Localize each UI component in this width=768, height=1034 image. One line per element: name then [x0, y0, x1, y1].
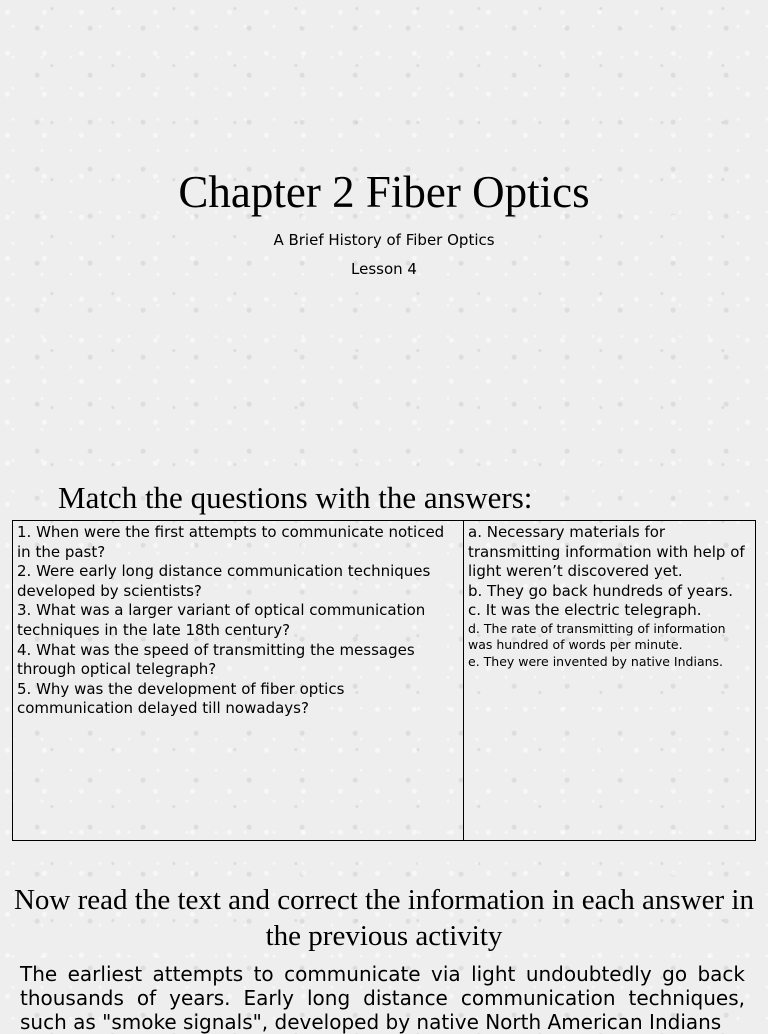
chapter-title: Chapter 2 Fiber Optics [178, 167, 590, 217]
reading-text: The earliest attempts to communicate via light undoubtedly go back thousands of years. Early long distance communication techniques, such as "smoke signals", developed by native North American Indians [20, 962, 745, 1034]
answers-cell [464, 521, 756, 841]
answer-item: d. The rate of transmitting of information was hundred of words per minute. [468, 620, 726, 653]
matching-heading: Match the questions with the answers: [58, 480, 533, 515]
reading-slide [0, 860, 768, 1034]
questions-cell [13, 521, 464, 841]
question-item: 5. Why was the development of fiber optics communication delayed till nowadays? [17, 679, 345, 718]
question-item: 1. When were the first attempts to communicate noticed in the past? [17, 523, 445, 561]
answer-item: a. Necessary materials for transmitting information with help of light weren’t discovered yet. [468, 523, 745, 581]
reading-heading: Now read the text and correct the information in each answer in the previous activity [13, 884, 754, 952]
answers-list [468, 523, 751, 670]
title-slide [0, 0, 768, 460]
question-item: 4. What was the speed of transmitting the messages through optical telegraph? [17, 640, 415, 679]
question-item: 3. What was a larger variant of optical communication techniques in the late 18th century? [17, 601, 426, 639]
slide-subtitle: A Brief History of Fiber Optics [273, 231, 495, 249]
table-row [13, 521, 756, 841]
question-item: 2. Were early long distance communication techniques developed by scientists? [17, 562, 431, 600]
matching-slide [0, 460, 768, 860]
questions-list [17, 523, 459, 719]
matching-table [12, 520, 756, 841]
answer-item: c. It was the electric telegraph. [468, 601, 702, 620]
answer-item: e. They were invented by native Indians. [468, 653, 724, 669]
lesson-label: Lesson 4 [351, 260, 417, 278]
answer-item: b. They go back hundreds of years. [468, 581, 733, 600]
